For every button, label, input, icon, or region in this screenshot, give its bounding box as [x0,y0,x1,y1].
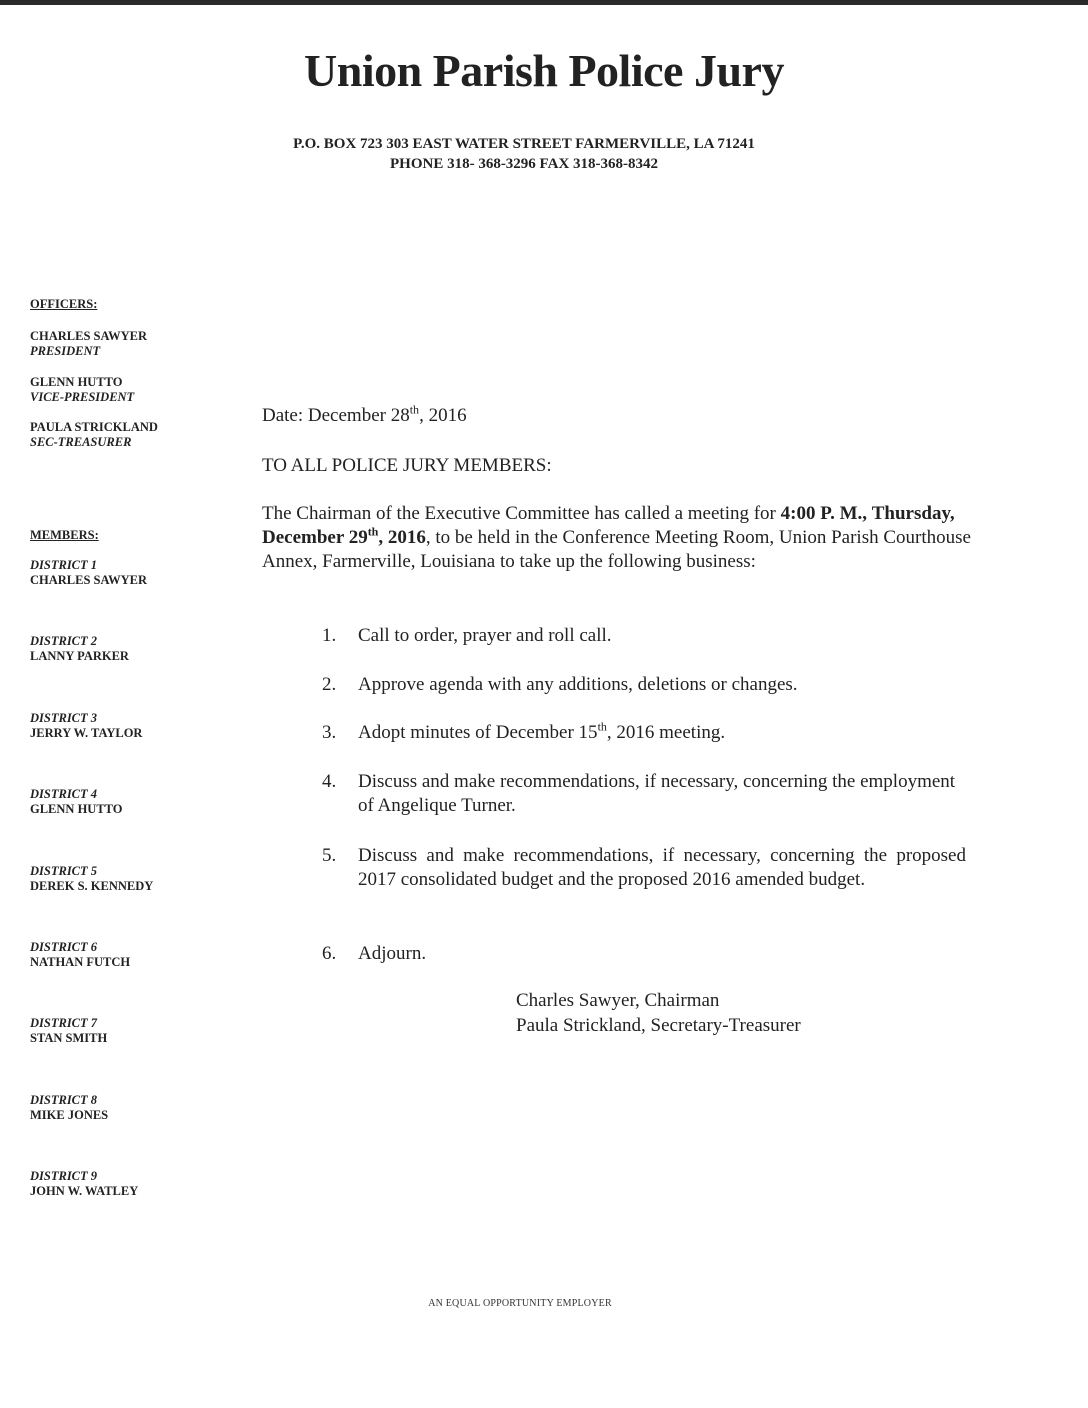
member-district: DISTRICT 8 [30,1093,98,1107]
officer-title: VICE-PRESIDENT [30,390,135,404]
member-entry [30,1093,108,1123]
member-name: GLENN HUTTO [30,802,123,816]
member-district: DISTRICT 7 [30,1016,98,1030]
officer-entry [30,375,134,405]
member-name: STAN SMITH [30,1031,108,1045]
member-name: LANNY PARKER [30,649,129,663]
member-entry [30,940,130,970]
officer-name: PAULA STRICKLAND [30,420,158,434]
agenda-number: 6. [322,943,337,964]
member-name: NATHAN FUTCH [30,955,131,969]
members-heading: MEMBERS: [30,528,99,542]
member-name: JERRY W. TAYLOR [30,726,143,740]
meeting-paragraph: The Chairman of the Executive Committee has called a meeting for 4:00 P. M., Thursday, December 29th, 2016, to be held in the Conference Meeting Room, Union Parish Courthouse Annex, Farmerville, Louisiana to take up the following business: [262,503,971,572]
member-name: CHARLES SAWYER [30,573,148,587]
agenda-number: 4. [322,771,337,792]
officer-name: GLENN HUTTO [30,375,123,389]
signature-secretary: Paula Strickland, Secretary-Treasurer [516,1015,801,1036]
agenda-number: 5. [322,845,337,866]
agenda-text: Adjourn. [358,943,427,964]
agenda-text: Adopt minutes of December 15th, 2016 meeting. [358,719,726,743]
member-district: DISTRICT 9 [30,1169,98,1183]
letterhead-phone: PHONE 318- 368-3296 FAX 318-368-8342 [389,156,659,172]
agenda-number: 1. [322,625,337,646]
member-district: DISTRICT 2 [30,634,98,648]
member-entry [30,1169,138,1199]
member-entry [30,787,123,817]
footer-text: AN EQUAL OPPORTUNITY EMPLOYER [428,1298,612,1309]
member-name: MIKE JONES [30,1108,109,1122]
agenda-number: 3. [322,722,337,743]
agenda-text: Approve agenda with any additions, deletions or changes. [358,674,798,695]
officers-heading: OFFICERS: [30,297,98,311]
officer-name: CHARLES SAWYER [30,329,148,343]
officer-entry [30,420,158,450]
letterhead-title: Union Parish Police Jury [304,45,784,96]
letterhead-address: P.O. BOX 723 303 EAST WATER STREET FARMERVILLE, LA 71241 [293,136,755,152]
agenda-text: Discuss and make recommendations, if necessary, concerning the proposed 2017 consolidated budget and the proposed 2016 amended budget. [358,845,966,890]
member-district: DISTRICT 6 [30,940,98,954]
member-name: DEREK S. KENNEDY [30,879,154,893]
officer-title: SEC-TREASURER [30,435,132,449]
letter-date: Date: December 28th, 2016 [262,402,467,426]
member-district: DISTRICT 1 [30,558,98,572]
agenda-text: Discuss and make recommendations, if necessary, concerning the employment of Angelique Turner. [358,771,956,816]
salutation: TO ALL POLICE JURY MEMBERS: [262,455,552,476]
member-entry [30,711,142,741]
member-district: DISTRICT 5 [30,864,98,878]
agenda-number: 2. [322,674,337,695]
officer-title: PRESIDENT [30,344,101,358]
member-entry [30,558,147,588]
top-border-line [0,0,1088,5]
member-entry [30,864,153,894]
officer-entry [30,329,147,359]
member-district: DISTRICT 3 [30,711,98,725]
member-district: DISTRICT 4 [30,787,98,801]
member-name: JOHN W. WATLEY [30,1184,139,1198]
agenda-text: Call to order, prayer and roll call. [358,625,612,646]
member-entry [30,1016,107,1046]
signature-chairman: Charles Sawyer, Chairman [516,990,720,1011]
member-entry [30,634,129,664]
